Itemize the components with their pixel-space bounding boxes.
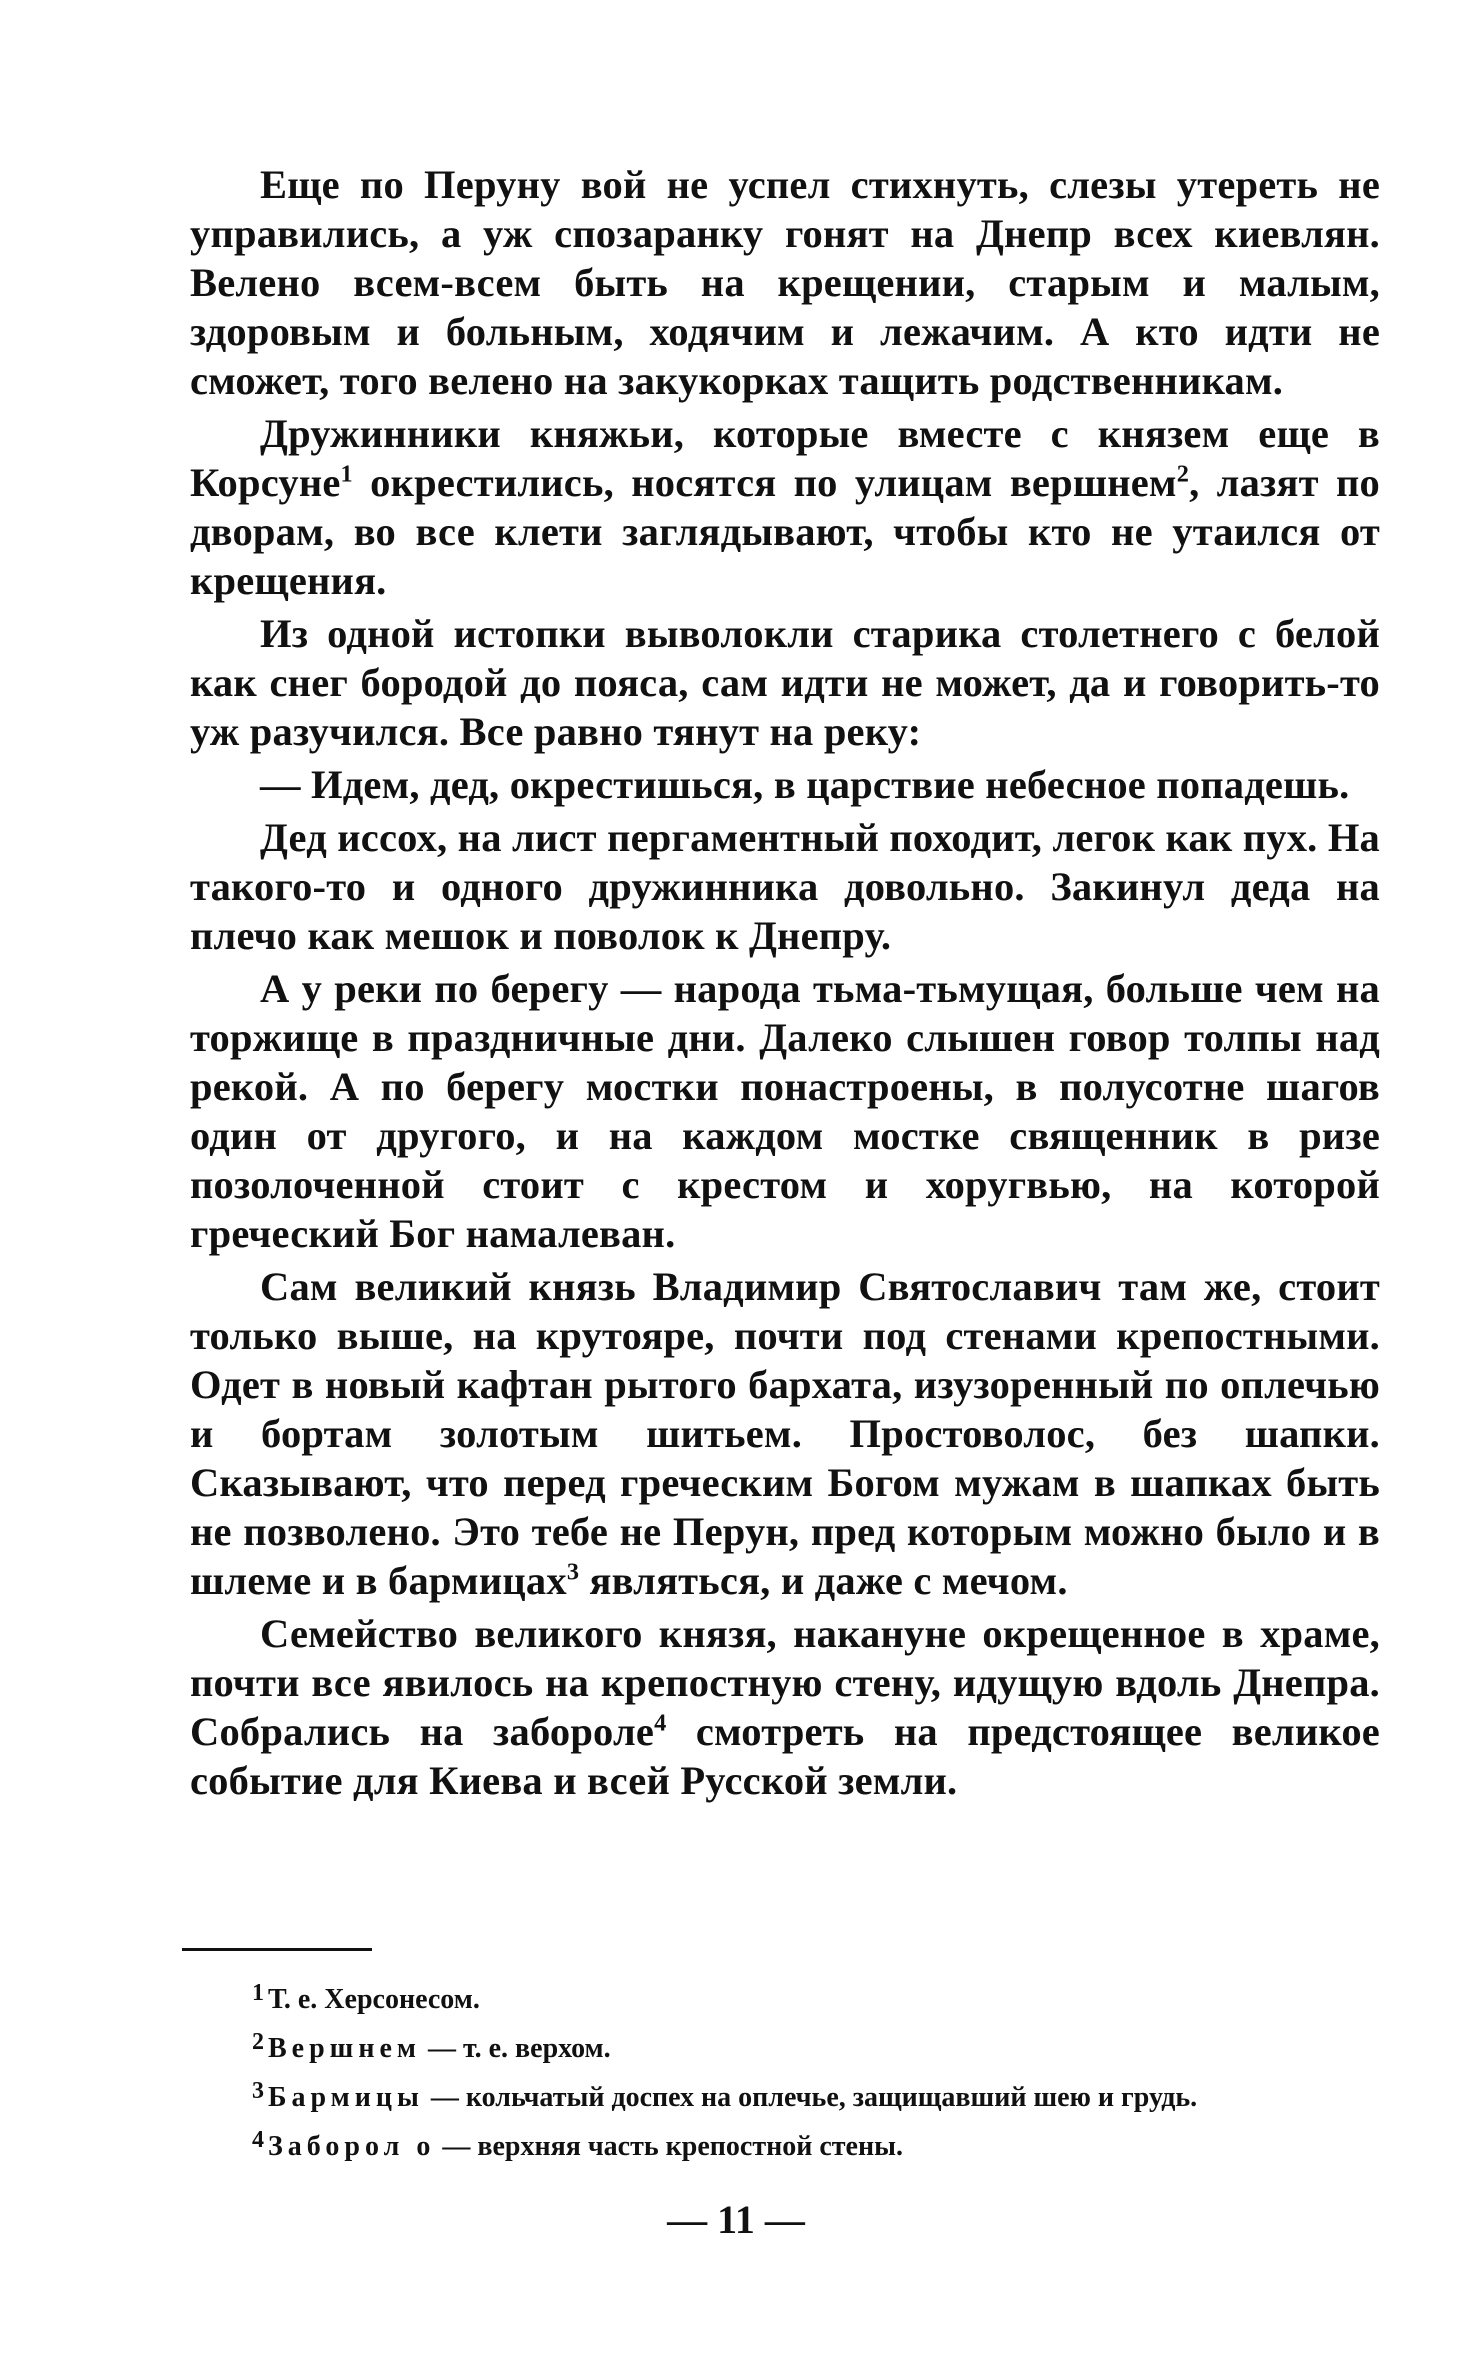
paragraph-text: Дружинники княжьи, которые вместе с князем еще в Корсуне [190, 411, 1380, 505]
page-number: — 11 — [667, 2197, 805, 2242]
paragraph-7 [190, 1262, 1380, 1605]
paragraph-text: окрестились, носятся по улицам вершнем [352, 460, 1177, 505]
footnote-text: — верхняя часть крепостной стены. [435, 2131, 903, 2162]
paragraph-text: Дед иссох, на лист пергаментный походит, легок как пух. На такого-то и одного дружинника довольно. Закинул деда на плечо как мешок и поволок к Днепру. [190, 815, 1380, 958]
footnote-2 [252, 2021, 1382, 2070]
footnote-ref-4: 4 [654, 1709, 667, 1737]
footnote-number: 3 [252, 2078, 264, 2104]
footnote-1 [252, 1972, 1382, 2021]
paragraph-text: Еще по Перуну вой не успел стихнуть, слезы утереть не управились, а уж спозаранку гонят на Днепр всех киевлян. Велено всем-всем быть на крещении, старым и малым, здоровым и больным, ходячим и лежачим. А кто идти не сможет, того велено на закукорках тащить родственникам. [190, 162, 1380, 403]
footnote-term: Бармицы [268, 2082, 424, 2113]
footnote-number: 2 [252, 2029, 264, 2055]
footnotes [252, 1972, 1382, 2168]
footnote-term: Заборол о [268, 2131, 436, 2162]
footnote-4 [252, 2119, 1382, 2168]
footnote-text: — кольчатый доспех на оплечье, защищавший шею и грудь. [423, 2082, 1198, 2113]
paragraph-5 [190, 813, 1380, 960]
footnote-text: — т. е. верхом. [420, 2033, 611, 2064]
footnote-text: Т. е. Херсонесом. [268, 1984, 480, 2015]
paragraph-text: А у реки по берегу — народа тьма-тьмущая, больше чем на торжище в праздничные дни. Далеко слышен говор толпы над рекой. А по берегу мостки понастроены, в полусотне шагов один от другого, и на каждом мостке священник в ризе позолоченной стоит с крестом и хоругвью, на которой греческий Бог намалеван. [190, 966, 1380, 1256]
paragraph-4 [190, 760, 1380, 809]
paragraph-text: , лазят по дворам, во все клети заглядывают, чтобы кто не утаился от крещения. [190, 460, 1381, 603]
footnote-3 [252, 2070, 1382, 2119]
footnote-divider [182, 1948, 372, 1951]
footnote-number: 4 [252, 2127, 264, 2153]
paragraph-8 [190, 1609, 1380, 1805]
footnote-term: Вершнем [268, 2033, 421, 2064]
paragraph-1 [190, 160, 1380, 405]
paragraph-3 [190, 609, 1380, 756]
footnote-ref-3: 3 [566, 1558, 580, 1586]
paragraph-text: Из одной истопки выволокли старика столетнего с белой как снег бородой до пояса, сам идти не может, да и говорить-то уж разучился. Все равно тянут на реку: [190, 611, 1380, 754]
paragraph-6 [190, 964, 1380, 1258]
footnote-ref-1: 1 [340, 460, 353, 488]
footnote-number: 1 [252, 1980, 264, 2006]
paragraph-text: смотреть на предстоящее великое событие для Киева и всей Русской земли. [190, 1709, 1380, 1803]
paragraph-text: являться, и даже с мечом. [579, 1558, 1068, 1603]
paragraph-text: Семейство великого князя, накануне окрещенное в храме, почти все явилось на крепостную стену, идущую вдоль Днепра. Собрались на забороле [190, 1611, 1380, 1754]
paragraph-2 [190, 409, 1380, 605]
main-text [190, 160, 1380, 1805]
paragraph-text: Сам великий князь Владимир Святославич там же, стоит только выше, на крутояре, почти под стенами крепостными. Одет в новый кафтан рытого бархата, изузоренный по оплечью и бортам золотым шитьем. Простоволос, без шапки. Сказывают, что перед греческим Богом мужам в шапках быть не позволено. Это тебе не Перун, пред которым можно было и в шлеме и в бармицах [190, 1264, 1380, 1603]
footnote-ref-2: 2 [1176, 460, 1190, 488]
body-text [190, 160, 1380, 1805]
paragraph-text: — Идем, дед, окрестишься, в царствие небесное попадешь. [260, 762, 1350, 807]
